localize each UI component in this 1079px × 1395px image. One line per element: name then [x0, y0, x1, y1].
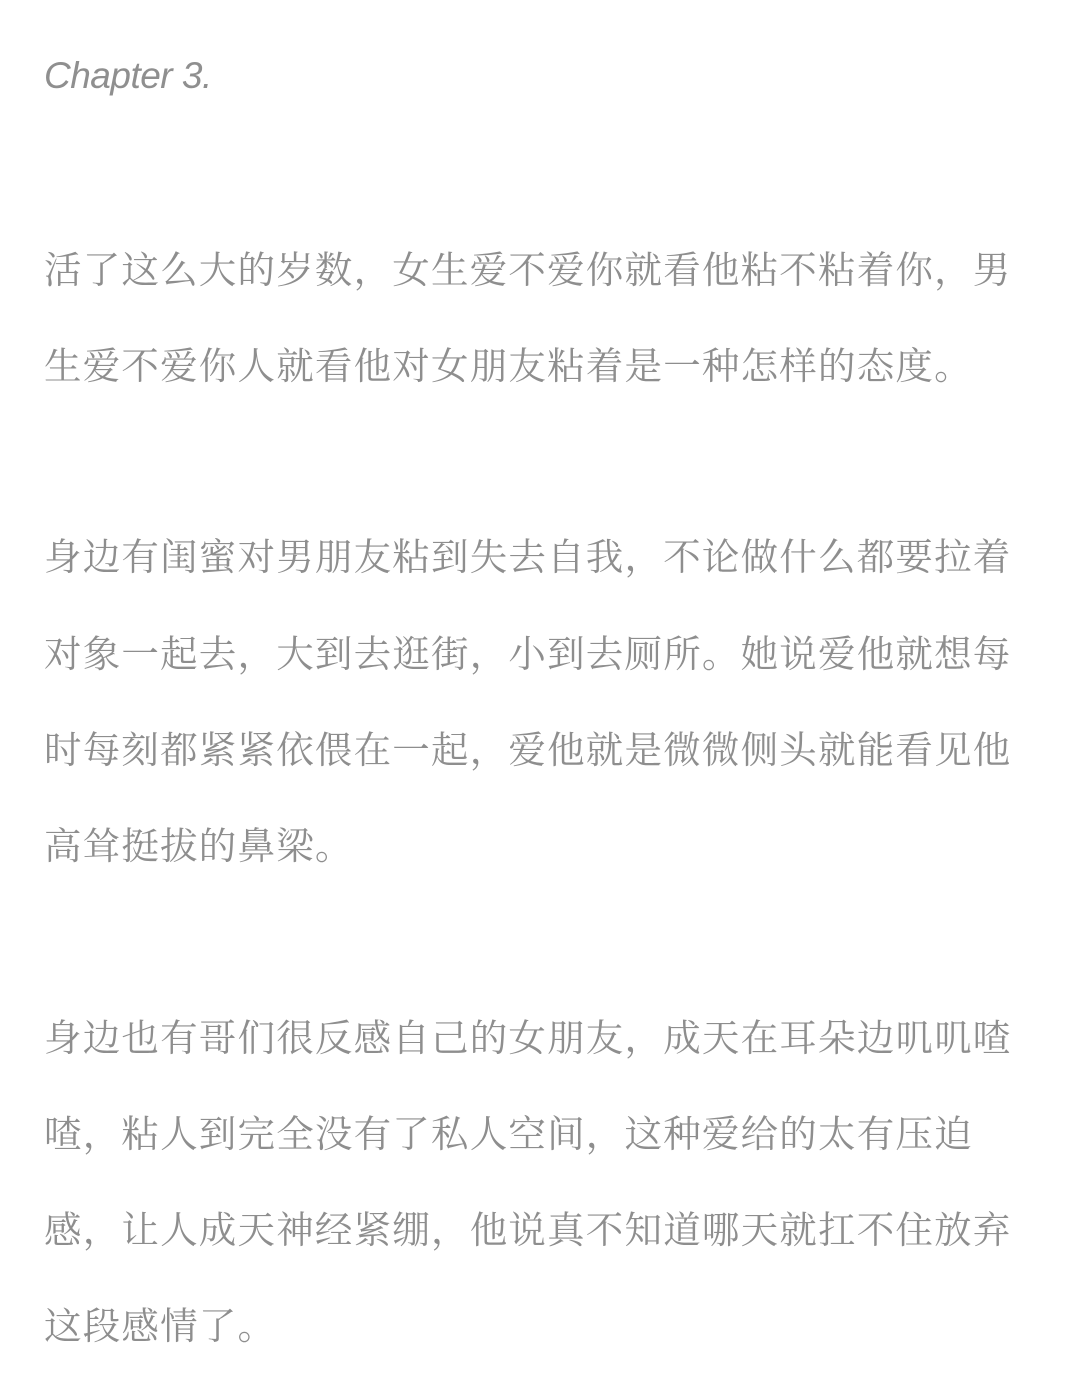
text-line: 身边有闺蜜对男朋友粘到失去自我，不论做什么都要拉着 [44, 535, 1012, 579]
text-line: 喳，粘人到完全没有了私人空间，这种爱给的太有压迫 [44, 1112, 973, 1156]
text-line: 生爱不爱你人就看他对女朋友粘着是一种怎样的态度。 [44, 344, 973, 388]
text-line: 身边也有哥们很反感自己的女朋友，成天在耳朵边叽叽喳 [44, 1016, 1012, 1060]
text-line: 这段感情了。 [44, 1304, 277, 1348]
text-line: 感，让人成天神经紧绷，他说真不知道哪天就扛不住放弃 [44, 1208, 1012, 1252]
text-line: 活了这么大的岁数，女生爱不爱你就看他粘不粘着你，男 [44, 248, 1012, 292]
chapter-title: Chapter 3. [44, 55, 212, 96]
text-line: 高耸挺拔的鼻梁。 [44, 824, 354, 868]
text-line: 时每刻都紧紧依偎在一起，爱他就是微微侧头就能看见他 [44, 728, 1012, 772]
text-line: 对象一起去，大到去逛街，小到去厕所。她说爱他就想每 [44, 632, 1012, 676]
